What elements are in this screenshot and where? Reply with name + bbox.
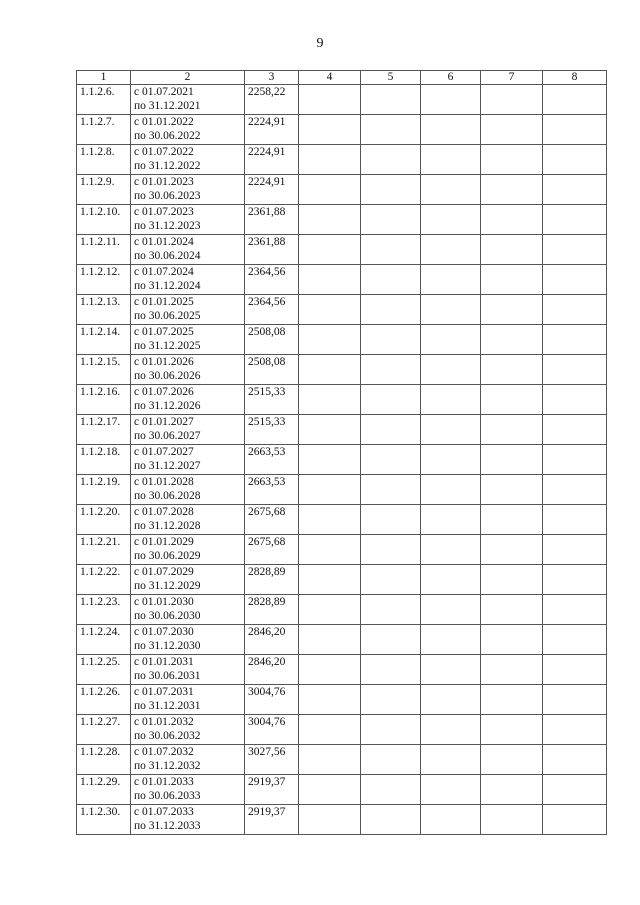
empty-cell	[543, 475, 607, 505]
table-row	[77, 805, 607, 835]
period-cell	[131, 385, 245, 415]
period-from: с 01.01.2027	[134, 416, 194, 428]
empty-cell	[481, 475, 543, 505]
empty-cell	[421, 445, 481, 475]
value-cell: 2508,08	[245, 355, 299, 385]
row-number: 1.1.2.20.	[77, 505, 131, 535]
period-cell	[131, 145, 245, 175]
empty-cell	[481, 355, 543, 385]
empty-cell	[543, 535, 607, 565]
empty-cell	[543, 595, 607, 625]
row-number: 1.1.2.29.	[77, 775, 131, 805]
empty-cell	[543, 445, 607, 475]
value-cell: 2919,37	[245, 805, 299, 835]
empty-cell	[421, 385, 481, 415]
period-to: по 31.12.2027	[134, 460, 201, 472]
empty-cell	[299, 145, 361, 175]
empty-cell	[481, 445, 543, 475]
value-cell: 2515,33	[245, 385, 299, 415]
period-from: с 01.01.2023	[134, 176, 194, 188]
empty-cell	[421, 715, 481, 745]
period-to: по 31.12.2028	[134, 520, 201, 532]
period-from: с 01.07.2031	[134, 686, 194, 698]
row-number: 1.1.2.19.	[77, 475, 131, 505]
empty-cell	[481, 295, 543, 325]
period-from: с 01.01.2022	[134, 116, 194, 128]
value-cell: 2675,68	[245, 535, 299, 565]
period-from: с 01.01.2026	[134, 356, 194, 368]
table-row	[77, 625, 607, 655]
period-to: по 31.12.2031	[134, 700, 201, 712]
period-cell	[131, 565, 245, 595]
period-to: по 30.06.2022	[134, 130, 201, 142]
empty-cell	[299, 325, 361, 355]
period-from: с 01.01.2030	[134, 596, 194, 608]
table-row	[77, 175, 607, 205]
empty-cell	[421, 595, 481, 625]
empty-cell	[421, 745, 481, 775]
value-cell: 2364,56	[245, 265, 299, 295]
period-cell	[131, 235, 245, 265]
column-header: 4	[299, 71, 361, 85]
table-row	[77, 775, 607, 805]
period-cell	[131, 175, 245, 205]
empty-cell	[481, 565, 543, 595]
period-cell	[131, 475, 245, 505]
value-cell: 2675,68	[245, 505, 299, 535]
period-to: по 31.12.2029	[134, 580, 201, 592]
empty-cell	[299, 295, 361, 325]
empty-cell	[421, 355, 481, 385]
empty-cell	[481, 595, 543, 625]
empty-cell	[299, 565, 361, 595]
empty-cell	[361, 745, 421, 775]
empty-cell	[361, 235, 421, 265]
period-cell	[131, 115, 245, 145]
table-row	[77, 295, 607, 325]
empty-cell	[543, 805, 607, 835]
table-row	[77, 265, 607, 295]
empty-cell	[543, 385, 607, 415]
empty-cell	[299, 715, 361, 745]
period-cell	[131, 775, 245, 805]
empty-cell	[421, 205, 481, 235]
empty-cell	[421, 685, 481, 715]
period-cell	[131, 715, 245, 745]
value-cell: 2919,37	[245, 775, 299, 805]
empty-cell	[299, 745, 361, 775]
empty-cell	[299, 415, 361, 445]
period-from: с 01.07.2025	[134, 326, 194, 338]
period-cell	[131, 595, 245, 625]
period-from: с 01.01.2029	[134, 536, 194, 548]
table-row	[77, 145, 607, 175]
empty-cell	[543, 115, 607, 145]
empty-cell	[543, 625, 607, 655]
empty-cell	[481, 685, 543, 715]
empty-cell	[361, 535, 421, 565]
period-cell	[131, 325, 245, 355]
row-number: 1.1.2.25.	[77, 655, 131, 685]
value-cell: 2224,91	[245, 175, 299, 205]
period-cell	[131, 685, 245, 715]
empty-cell	[299, 805, 361, 835]
column-header: 6	[421, 71, 481, 85]
period-to: по 30.06.2023	[134, 190, 201, 202]
empty-cell	[421, 145, 481, 175]
value-cell: 3004,76	[245, 715, 299, 745]
period-from: с 01.07.2024	[134, 266, 194, 278]
empty-cell	[421, 175, 481, 205]
empty-cell	[421, 775, 481, 805]
table-row	[77, 715, 607, 745]
row-number: 1.1.2.8.	[77, 145, 131, 175]
value-cell: 2508,08	[245, 325, 299, 355]
period-from: с 01.01.2032	[134, 716, 194, 728]
empty-cell	[299, 595, 361, 625]
period-cell	[131, 505, 245, 535]
empty-cell	[421, 85, 481, 115]
empty-cell	[361, 595, 421, 625]
period-from: с 01.07.2028	[134, 506, 194, 518]
column-header: 2	[131, 71, 245, 85]
period-to: по 30.06.2030	[134, 610, 201, 622]
period-cell	[131, 205, 245, 235]
row-number: 1.1.2.30.	[77, 805, 131, 835]
empty-cell	[481, 175, 543, 205]
empty-cell	[361, 175, 421, 205]
empty-cell	[543, 175, 607, 205]
period-to: по 30.06.2032	[134, 730, 201, 742]
period-to: по 31.12.2025	[134, 340, 201, 352]
empty-cell	[361, 295, 421, 325]
empty-cell	[481, 535, 543, 565]
page-number: 9	[316, 36, 324, 51]
empty-cell	[481, 385, 543, 415]
period-from: с 01.07.2027	[134, 446, 194, 458]
row-number: 1.1.2.16.	[77, 385, 131, 415]
period-to: по 31.12.2024	[134, 280, 201, 292]
empty-cell	[361, 625, 421, 655]
period-cell	[131, 355, 245, 385]
period-to: по 31.12.2033	[134, 820, 201, 832]
empty-cell	[481, 415, 543, 445]
empty-cell	[421, 295, 481, 325]
value-cell: 2846,20	[245, 625, 299, 655]
empty-cell	[361, 805, 421, 835]
table-row	[77, 385, 607, 415]
period-to: по 31.12.2032	[134, 760, 201, 772]
empty-cell	[361, 325, 421, 355]
period-from: с 01.01.2028	[134, 476, 194, 488]
empty-cell	[421, 805, 481, 835]
empty-cell	[481, 235, 543, 265]
column-header: 8	[543, 71, 607, 85]
empty-cell	[361, 655, 421, 685]
row-number: 1.1.2.6.	[77, 85, 131, 115]
table-row	[77, 475, 607, 505]
empty-cell	[481, 805, 543, 835]
empty-cell	[361, 415, 421, 445]
empty-cell	[543, 565, 607, 595]
empty-cell	[421, 235, 481, 265]
period-from: с 01.07.2032	[134, 746, 194, 758]
value-cell: 2258,22	[245, 85, 299, 115]
empty-cell	[361, 85, 421, 115]
empty-cell	[421, 265, 481, 295]
empty-cell	[421, 565, 481, 595]
period-to: по 31.12.2026	[134, 400, 201, 412]
period-to: по 30.06.2025	[134, 310, 201, 322]
empty-cell	[421, 325, 481, 355]
empty-cell	[543, 745, 607, 775]
period-from: с 01.01.2033	[134, 776, 194, 788]
empty-cell	[299, 85, 361, 115]
empty-cell	[299, 235, 361, 265]
row-number: 1.1.2.7.	[77, 115, 131, 145]
period-cell	[131, 415, 245, 445]
row-number: 1.1.2.24.	[77, 625, 131, 655]
period-to: по 31.12.2023	[134, 220, 201, 232]
period-from: с 01.07.2030	[134, 626, 194, 638]
period-cell	[131, 535, 245, 565]
period-from: с 01.07.2021	[134, 86, 194, 98]
empty-cell	[543, 325, 607, 355]
period-cell	[131, 295, 245, 325]
row-number: 1.1.2.27.	[77, 715, 131, 745]
period-cell	[131, 745, 245, 775]
empty-cell	[361, 685, 421, 715]
empty-cell	[361, 265, 421, 295]
column-header: 1	[77, 71, 131, 85]
period-cell	[131, 805, 245, 835]
empty-cell	[481, 145, 543, 175]
value-cell: 2364,56	[245, 295, 299, 325]
table-row	[77, 235, 607, 265]
period-from: с 01.07.2023	[134, 206, 194, 218]
empty-cell	[299, 535, 361, 565]
empty-cell	[481, 775, 543, 805]
period-from: с 01.01.2025	[134, 296, 194, 308]
period-from: с 01.01.2031	[134, 656, 194, 668]
empty-cell	[421, 115, 481, 145]
empty-cell	[543, 415, 607, 445]
empty-cell	[361, 715, 421, 745]
value-cell: 3027,56	[245, 745, 299, 775]
empty-cell	[361, 145, 421, 175]
period-to: по 30.06.2028	[134, 490, 201, 502]
empty-cell	[299, 775, 361, 805]
empty-cell	[299, 265, 361, 295]
empty-cell	[481, 625, 543, 655]
row-number: 1.1.2.23.	[77, 595, 131, 625]
empty-cell	[543, 145, 607, 175]
empty-cell	[421, 505, 481, 535]
empty-cell	[481, 85, 543, 115]
value-cell: 2224,91	[245, 115, 299, 145]
column-header: 5	[361, 71, 421, 85]
empty-cell	[543, 205, 607, 235]
row-number: 1.1.2.28.	[77, 745, 131, 775]
row-number: 1.1.2.13.	[77, 295, 131, 325]
empty-cell	[299, 625, 361, 655]
table-row	[77, 505, 607, 535]
empty-cell	[361, 775, 421, 805]
table-row	[77, 415, 607, 445]
row-number: 1.1.2.18.	[77, 445, 131, 475]
empty-cell	[299, 475, 361, 505]
table-row	[77, 445, 607, 475]
value-cell: 2224,91	[245, 145, 299, 175]
empty-cell	[421, 475, 481, 505]
period-from: с 01.01.2024	[134, 236, 194, 248]
empty-cell	[481, 505, 543, 535]
empty-cell	[543, 505, 607, 535]
empty-cell	[481, 205, 543, 235]
row-number: 1.1.2.12.	[77, 265, 131, 295]
table-row	[77, 205, 607, 235]
empty-cell	[299, 685, 361, 715]
row-number: 1.1.2.9.	[77, 175, 131, 205]
empty-cell	[421, 655, 481, 685]
empty-cell	[481, 655, 543, 685]
table-row	[77, 85, 607, 115]
table-row	[77, 565, 607, 595]
value-cell: 2361,88	[245, 205, 299, 235]
table-row	[77, 745, 607, 775]
empty-cell	[421, 535, 481, 565]
empty-cell	[299, 205, 361, 235]
table-row	[77, 655, 607, 685]
empty-cell	[421, 625, 481, 655]
row-number: 1.1.2.22.	[77, 565, 131, 595]
period-to: по 30.06.2024	[134, 250, 201, 262]
period-to: по 30.06.2026	[134, 370, 201, 382]
empty-cell	[299, 505, 361, 535]
empty-cell	[361, 505, 421, 535]
empty-cell	[361, 205, 421, 235]
value-cell: 3004,76	[245, 685, 299, 715]
empty-cell	[481, 325, 543, 355]
empty-cell	[543, 355, 607, 385]
empty-cell	[361, 565, 421, 595]
empty-cell	[361, 385, 421, 415]
empty-cell	[543, 775, 607, 805]
row-number: 1.1.2.26.	[77, 685, 131, 715]
empty-cell	[543, 685, 607, 715]
header-row	[77, 71, 607, 85]
period-from: с 01.07.2026	[134, 386, 194, 398]
column-header: 3	[245, 71, 299, 85]
empty-cell	[481, 265, 543, 295]
period-cell	[131, 625, 245, 655]
row-number: 1.1.2.21.	[77, 535, 131, 565]
row-number: 1.1.2.11.	[77, 235, 131, 265]
empty-cell	[299, 355, 361, 385]
period-to: по 30.06.2031	[134, 670, 201, 682]
period-from: с 01.07.2029	[134, 566, 194, 578]
column-header: 7	[481, 71, 543, 85]
period-to: по 31.12.2030	[134, 640, 201, 652]
row-number: 1.1.2.17.	[77, 415, 131, 445]
period-cell	[131, 445, 245, 475]
period-from: с 01.07.2022	[134, 146, 194, 158]
period-to: по 30.06.2027	[134, 430, 201, 442]
value-cell: 2828,89	[245, 595, 299, 625]
period-cell	[131, 655, 245, 685]
empty-cell	[361, 115, 421, 145]
row-number: 1.1.2.15.	[77, 355, 131, 385]
empty-cell	[543, 295, 607, 325]
empty-cell	[299, 655, 361, 685]
empty-cell	[543, 655, 607, 685]
empty-cell	[481, 745, 543, 775]
table-row	[77, 355, 607, 385]
table-row	[77, 595, 607, 625]
empty-cell	[421, 415, 481, 445]
period-to: по 31.12.2021	[134, 100, 201, 112]
value-cell: 2828,89	[245, 565, 299, 595]
period-to: по 30.06.2033	[134, 790, 201, 802]
period-to: по 30.06.2029	[134, 550, 201, 562]
empty-cell	[361, 355, 421, 385]
empty-cell	[543, 715, 607, 745]
empty-cell	[361, 475, 421, 505]
tariff-table	[76, 70, 607, 835]
empty-cell	[543, 85, 607, 115]
row-number: 1.1.2.10.	[77, 205, 131, 235]
empty-cell	[299, 445, 361, 475]
value-cell: 2663,53	[245, 475, 299, 505]
value-cell: 2846,20	[245, 655, 299, 685]
empty-cell	[299, 115, 361, 145]
value-cell: 2515,33	[245, 415, 299, 445]
table-row	[77, 685, 607, 715]
table-row	[77, 115, 607, 145]
period-cell	[131, 85, 245, 115]
empty-cell	[543, 235, 607, 265]
empty-cell	[361, 445, 421, 475]
table-row	[77, 325, 607, 355]
value-cell: 2663,53	[245, 445, 299, 475]
period-from: с 01.07.2033	[134, 806, 194, 818]
value-cell: 2361,88	[245, 235, 299, 265]
empty-cell	[481, 115, 543, 145]
period-to: по 31.12.2022	[134, 160, 201, 172]
row-number: 1.1.2.14.	[77, 325, 131, 355]
empty-cell	[543, 265, 607, 295]
period-cell	[131, 265, 245, 295]
empty-cell	[299, 175, 361, 205]
empty-cell	[299, 385, 361, 415]
empty-cell	[481, 715, 543, 745]
table-row	[77, 535, 607, 565]
